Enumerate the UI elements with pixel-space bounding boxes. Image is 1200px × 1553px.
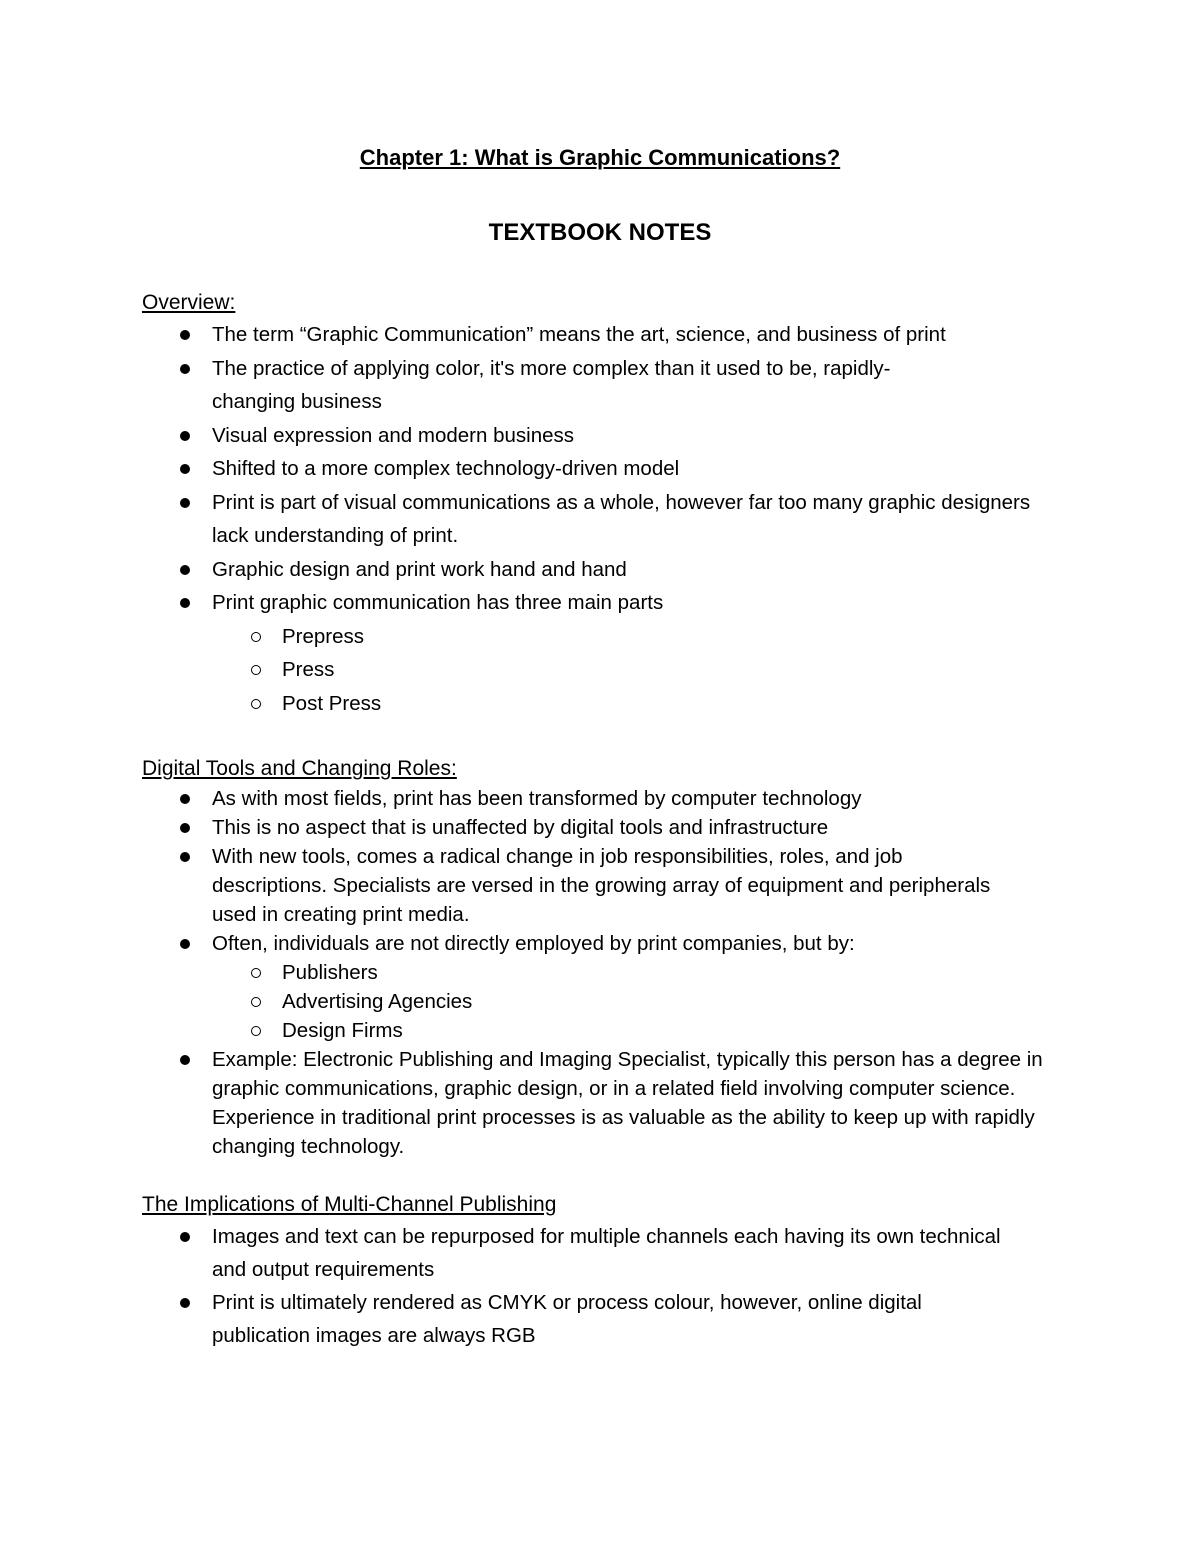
list-item-text: The practice of applying color, it's more complex than it used to be, rapidly-changing business xyxy=(212,356,891,413)
section-multi-channel xyxy=(142,1190,1062,1352)
list-item xyxy=(142,318,1062,352)
list-item xyxy=(142,1045,1062,1161)
hollow-bullet-icon xyxy=(251,632,261,642)
bullet-dot-icon xyxy=(180,794,190,804)
sub-list-item-text: Publishers xyxy=(282,961,378,984)
list-item xyxy=(142,1220,1062,1286)
notes-heading: TEXTBOOK NOTES xyxy=(488,219,712,246)
list-item-text: Example: Electronic Publishing and Imaging Specialist, typically this person has a degree in graphic communications, graphic design, or in a related field involving computer science. Experience in traditional print processes is as valuable as the ability to keep up with rapidly changing technology. xyxy=(212,1048,1043,1158)
hollow-bullet-icon xyxy=(251,968,261,978)
list-item xyxy=(142,784,1062,813)
list-item-text: Images and text can be repurposed for multiple channels each having its own technical and output requirements xyxy=(212,1225,1001,1281)
sub-list-item xyxy=(142,653,1062,687)
hollow-bullet-icon xyxy=(251,1026,261,1036)
bullet-list xyxy=(142,1045,1062,1161)
sub-list-item xyxy=(142,958,1062,987)
bullet-dot-icon xyxy=(180,852,190,862)
sub-list-item xyxy=(142,1016,1062,1045)
sub-bullet-list xyxy=(142,958,1062,1045)
sub-list-item-text: Post Press xyxy=(282,691,382,715)
list-item-text: Visual expression and modern business xyxy=(212,423,575,447)
list-item xyxy=(142,842,1062,929)
list-item xyxy=(142,1286,1062,1352)
hollow-bullet-icon xyxy=(251,665,261,675)
list-item xyxy=(142,553,1062,587)
bullet-list xyxy=(142,1220,1062,1352)
list-item-text: Print is ultimately rendered as CMYK or process colour, however, online digital publication images are always RGB xyxy=(212,1291,922,1347)
bullet-dot-icon xyxy=(180,939,190,949)
bullet-dot-icon xyxy=(180,565,190,575)
hollow-bullet-icon xyxy=(251,699,261,709)
list-item-text: As with most fields, print has been transformed by computer technology xyxy=(212,787,862,810)
bullet-dot-icon xyxy=(180,1232,190,1242)
list-item xyxy=(142,419,1062,453)
sub-list-item-text: Advertising Agencies xyxy=(282,990,473,1013)
list-item-text: Graphic design and print work hand and hand xyxy=(212,557,627,581)
bullet-list xyxy=(142,784,1062,958)
bullet-dot-icon xyxy=(180,464,190,474)
list-item xyxy=(142,586,1062,620)
sub-list-item xyxy=(142,987,1062,1016)
section-overview xyxy=(142,288,1062,720)
bullet-dot-icon xyxy=(180,1055,190,1065)
hollow-bullet-icon xyxy=(251,997,261,1007)
list-item xyxy=(142,813,1062,842)
section-heading: Overview: xyxy=(142,291,236,314)
list-item-text: The term “Graphic Communication” means the art, science, and business of print xyxy=(212,323,946,346)
bullet-list xyxy=(142,318,1062,620)
chapter-title: Chapter 1: What is Graphic Communications? xyxy=(359,145,841,170)
list-item-text: Print is part of visual communications as a whole, however far too many graphic designers lack understanding of print. xyxy=(212,490,1031,547)
list-item-text: Often, individuals are not directly employed by print companies, but by: xyxy=(212,932,855,955)
section-heading: The Implications of Multi-Channel Publishing xyxy=(142,1193,557,1216)
sub-list-item xyxy=(142,687,1062,721)
list-item xyxy=(142,352,1062,419)
bullet-dot-icon xyxy=(180,498,190,508)
bullet-dot-icon xyxy=(180,364,190,374)
bullet-dot-icon xyxy=(180,823,190,833)
sub-list-item xyxy=(142,620,1062,654)
sub-list-item-text: Prepress xyxy=(282,624,365,648)
bullet-dot-icon xyxy=(180,1298,190,1308)
list-item-text: This is no aspect that is unaffected by digital tools and infrastructure xyxy=(212,816,829,839)
bullet-dot-icon xyxy=(180,598,190,608)
section-heading: Digital Tools and Changing Roles: xyxy=(142,757,457,780)
sub-list-item-text: Design Firms xyxy=(282,1019,403,1042)
list-item xyxy=(142,929,1062,958)
list-item-text: Shifted to a more complex technology-driven model xyxy=(212,457,680,480)
sub-bullet-list xyxy=(142,620,1062,721)
list-item-text: With new tools, comes a radical change in job responsibilities, roles, and job descriptions. Specialists are versed in the growing array of equipment and peripherals used in creating print media. xyxy=(212,845,991,926)
section-digital-tools xyxy=(142,754,1062,1161)
list-item-text: Print graphic communication has three main parts xyxy=(212,591,664,614)
list-item xyxy=(142,452,1062,486)
list-item xyxy=(142,486,1062,553)
sub-list-item-text: Press xyxy=(282,658,335,681)
bullet-dot-icon xyxy=(180,330,190,340)
bullet-dot-icon xyxy=(180,431,190,441)
